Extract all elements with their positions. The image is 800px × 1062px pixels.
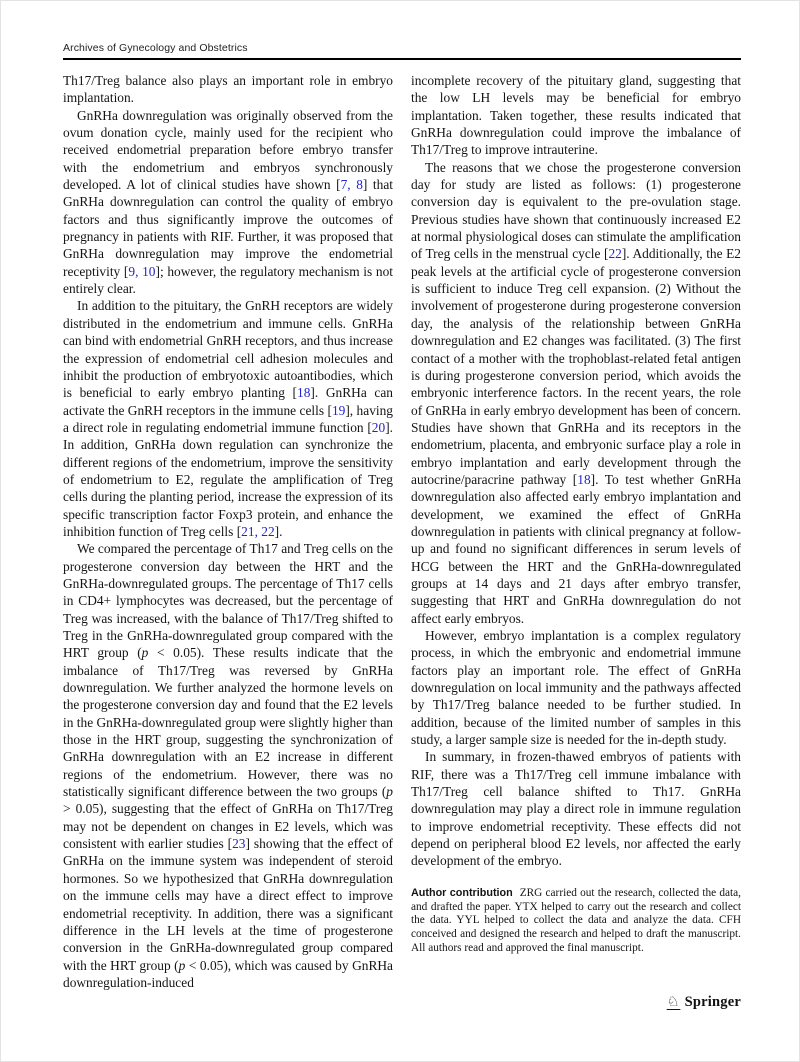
paragraph xyxy=(411,159,741,627)
article-body xyxy=(63,72,741,991)
italic-text: p xyxy=(141,645,149,661)
paragraph xyxy=(63,297,393,540)
body-text: incomplete recovery of the pituitary gland, suggesting that the low LH levels may be beneficial for embryo implantation. Taken together, these results indicated that GnRHa downregulation could improve the imbalance of Th17/Treg to improve intrauterine. xyxy=(411,73,741,158)
body-text: In addition to the pituitary, the GnRH receptors are widely distributed in the endometrium and immune cells. GnRHa can bind with endometrial GnRH receptors, and thus increase the expression of endometrial cell adhesion molecules and inhibit the production of embryotoxic autoantibodies, which is beneficial to early embryo planting [ xyxy=(63,298,393,401)
body-text: > 0.05), suggesting that the effect of GnRHa on Th17/Treg may not be dependent on changes in E2 levels, which was consistent with earlier studies [ xyxy=(63,801,393,852)
author-contribution-section xyxy=(411,887,741,956)
running-head-journal-title: Archives of Gynecology and Obstetrics xyxy=(63,42,248,54)
body-text: < 0.05). These results indicate that the imbalance of Th17/Treg was reversed by GnRHa downregulation. We further analyzed the hormone levels on the progesterone conversion day and found that the E2 levels in the GnRHa-downregulated group were slightly higher than those in the HRT group, suggesting the synchronization of GnRHa downregulation with an E2 increase in different regions of the endometrium. However, there was no statistically significant difference between the two groups ( xyxy=(63,645,393,800)
paragraph xyxy=(63,107,393,298)
body-text: GnRHa downregulation was originally observed from the ovum donation cycle, mainly used for the recipient who received endometrial preparation before embryo transfer with the endometrium and embryos synchronously developed. A lot of clinical studies have shown [ xyxy=(63,107,393,193)
body-text: Th17/Treg balance also plays an important role in embryo implantation. xyxy=(63,73,393,106)
column-right-paragraphs xyxy=(411,72,741,870)
body-text: We compared the percentage of Th17 and Treg cells on the progesterone conversion day between the HRT and the GnRHa-downregulated groups. The percentage of Th17 cells in CD4+ lymphocytes was decreased, but the percentage of Treg was increased, with the balance of Th17/Treg shifted to Treg in the GnRHa-downregulated group compared with the HRT group ( xyxy=(63,541,393,661)
body-text: ], having a direct role in regulating endometrial immune function [ xyxy=(63,402,394,435)
author-contribution-label: Author contribution xyxy=(411,886,513,899)
body-text: However, embryo implantation is a complex regulatory process, in which the embryonic and endometrial immune factors play an important role. The effect of GnRHa downregulation on local immunity and the pathways affected by Th17/Treg balance needed to be further studied. In addition, because of the limited number of samples in this study, a larger sample size is needed for the in-depth study. xyxy=(411,628,741,748)
citation-link[interactable]: 20 xyxy=(371,419,386,435)
body-text: ] showing that the effect of GnRHa on the immune system was independent of steroid hormones. So we hypothesized that GnRHa downregulation on the immune cells may have a direct effect to improve endometrial receptivity. In addition, there was a significant difference in the LH levels at the time of progesterone conversion in the GnRHa-downregulated group compared with the HRT group ( xyxy=(63,836,393,973)
paragraph xyxy=(411,72,741,159)
paragraph xyxy=(411,627,741,748)
paragraph xyxy=(63,540,393,991)
body-text: < 0.05), which was caused by GnRHa downregulation-induced xyxy=(63,957,393,990)
italic-text: p xyxy=(386,784,393,800)
body-text: In summary, in frozen-thawed embryos of patients with RIF, there was a Th17/Treg cell immune imbalance with Th17/Treg cell balance shifted to Th17. GnRHa downregulation may play a direct role in immune regulation to improve endometrial receptivity. These effects did not depend on peripheral blood E2 levels, nor affected the early development of the embryo. xyxy=(411,749,741,869)
paragraph xyxy=(411,748,741,869)
citation-link[interactable]: 18 xyxy=(297,385,311,401)
citation-link[interactable]: 21, 22 xyxy=(241,523,275,539)
springer-wordmark: Springer xyxy=(684,994,741,1010)
citation-link[interactable]: 22 xyxy=(608,246,622,262)
italic-text: p xyxy=(178,957,186,973)
springer-logo xyxy=(667,994,741,1011)
body-text: ]. To test whether GnRHa downregulation also affected early embryo implantation and development, we examined the effect of GnRHa downregulation in patients with clinical pregnancy at follow-up and found no significant differences in serum levels of HCG between the HRT and the GnRHa-downregulated groups at 14 days and 21 days after embryo transfer, suggesting that HRT and GnRHa downregulation do not affect early embryos. xyxy=(411,471,741,626)
citation-link[interactable]: 23 xyxy=(232,836,246,852)
springer-knight-icon: ♘ xyxy=(666,994,680,1010)
citation-link[interactable]: 18 xyxy=(577,471,591,487)
body-text: ] that GnRHa downregulation can control the quality of embryo factors and thus significantly improve the outcomes of pregnancy in patients with RIF. Further, it was proposed that GnRHa downregulation may improve the endometrial receptivity [ xyxy=(63,177,393,279)
column-right xyxy=(411,72,741,991)
body-text: ZRG carried out the research, collected the data, and drafted the paper. YTX helped to carry out the research and collect the data. YYL helped to collect the data and analyze the data. CFH conceived and designed the research and helped to draft the manuscript. All authors read and approved the final manuscript. xyxy=(411,886,741,954)
body-text: The reasons that we chose the progesterone conversion day for study are listed as follows: (1) progesterone conversion day is equivalent to the pre-ovulation stage. Previous studies have shown that continuously increased E2 at normal physiological doses can stimulate the amplification of Treg cells in the menstrual cycle [ xyxy=(411,159,741,262)
body-text: ]. GnRHa can activate the GnRH receptors in the immune cells [ xyxy=(63,385,393,418)
citation-link[interactable]: 9, 10 xyxy=(128,263,156,279)
paragraph xyxy=(63,72,393,107)
column-left xyxy=(63,72,393,991)
body-text: ]; however, the regulatory mechanism is not entirely clear. xyxy=(63,263,394,297)
body-text: ]. xyxy=(274,523,283,539)
header-rule xyxy=(63,58,741,60)
body-text: ]. In addition, GnRHa down regulation can synchronize the different regions of the endometrium, improve the sensitivity of endometrium to E2, regulate the amplification of Treg cells during the planting period, increase the expression of its specific transcription factor Foxp3 protein, and enhance the inhibition function of Treg cells [ xyxy=(63,419,393,539)
citation-link[interactable]: 19 xyxy=(331,402,346,418)
body-text: ]. Additionally, the E2 peak levels at the artificial cycle of progesterone conversion is sufficient to induce Treg cell expansion. (2) Without the involvement of progesterone during progesterone conversion day, the analysis of the relationship between GnRHa downregulation and E2 changes was facilitated. (3) The first contact of a mother with the trophoblast-related fetal antigen is during progesterone conversion period, which avoids the embryonic interference factors. In the recent years, the role of GnRHa in early embryo development has been of concern. Studies have shown that GnRHa and its receptors in the endometrium, placenta, and embryonic surface play a role in embryo implantation and early development through the autocrine/paracrine pathway [ xyxy=(411,246,741,487)
citation-link[interactable]: 7, 8 xyxy=(340,177,363,193)
